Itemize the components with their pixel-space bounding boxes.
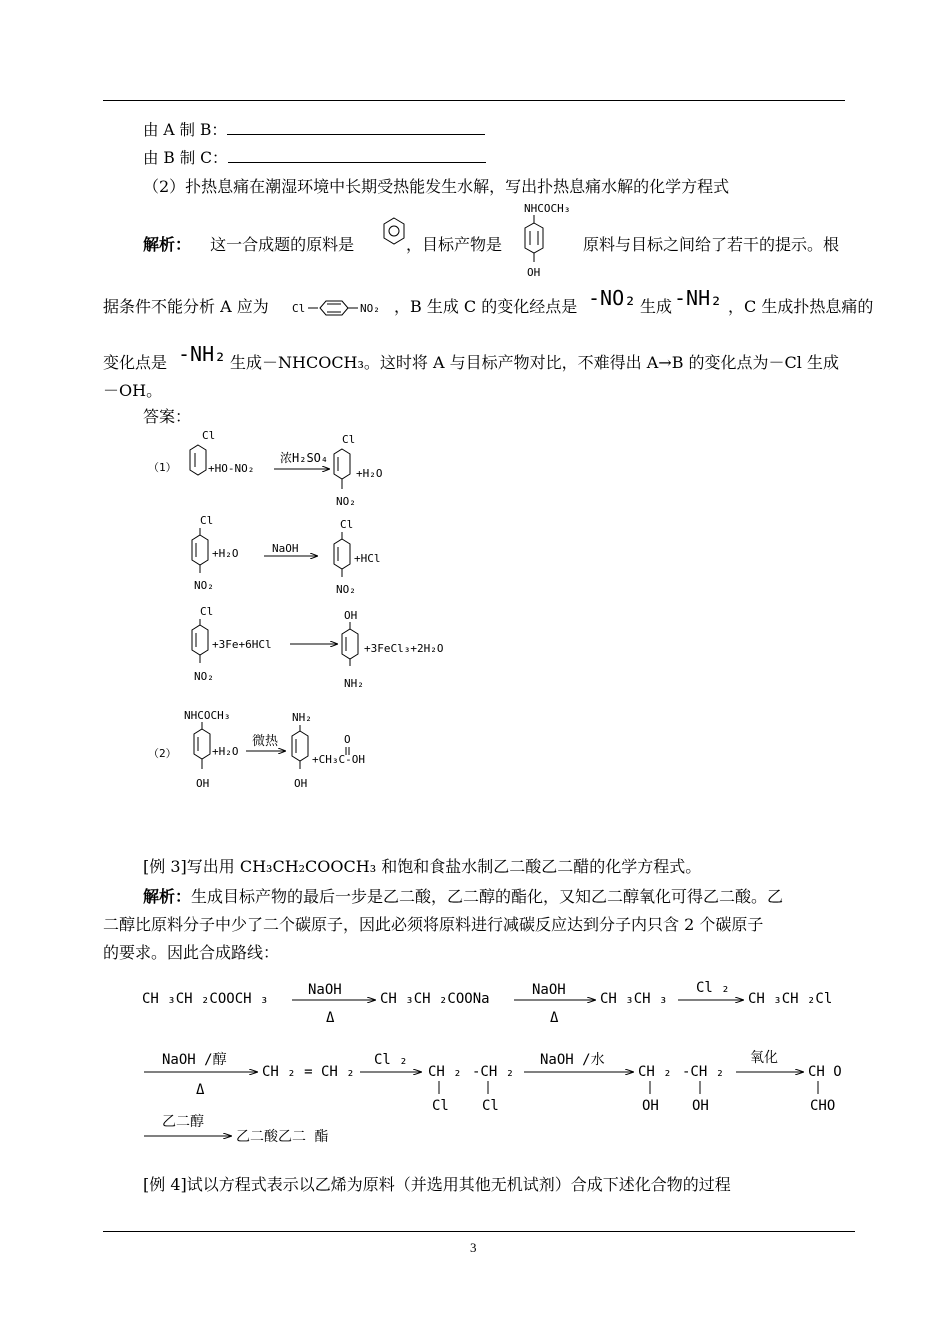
part-1-label: （1） bbox=[148, 461, 177, 474]
b-to-c-line bbox=[143, 146, 486, 168]
analysis-line-3a: 变化点是 bbox=[103, 353, 168, 372]
r2-cl: Cl bbox=[200, 514, 214, 527]
route-c8: 乙二醇 bbox=[162, 1114, 204, 1130]
r1-reagent: +HO-NO₂ bbox=[208, 462, 255, 475]
synthesis-route bbox=[140, 970, 860, 1150]
question-2: （2）扑热息痛在潮湿环境中长期受热能发生水解，写出扑热息痛水解的化学方程式 bbox=[143, 177, 730, 196]
route-s7d: OH bbox=[692, 1098, 709, 1114]
no2-label: NO₂ bbox=[360, 302, 380, 315]
analysis-text-3: 原料与目标之间给了若干的提示。根 bbox=[583, 235, 840, 254]
r4-carbonyl-o: O bbox=[344, 733, 351, 746]
r1-product-no2: NO₂ bbox=[336, 495, 356, 508]
route-s6c: Cl bbox=[432, 1098, 449, 1114]
r3-reagent: +3Fe+6HCl bbox=[212, 638, 272, 651]
route-s7a: CH ₂ bbox=[638, 1064, 672, 1080]
route-s7b: -CH ₂ bbox=[682, 1064, 725, 1080]
r3-no2: NO₂ bbox=[194, 670, 214, 683]
r4-reagent: +H₂O bbox=[212, 745, 239, 758]
route-s6b: -CH ₂ bbox=[472, 1064, 515, 1080]
example-3-text-3: 的要求。因此合成路线： bbox=[103, 943, 280, 962]
b-to-c-blank[interactable] bbox=[228, 150, 486, 163]
answer-label: 答案： bbox=[143, 407, 192, 426]
example-3-text-1: 生成目标产物的最后一步是乙二酸，乙二醇的酯化，又知乙二醇氧化可得乙二酸。乙 bbox=[191, 887, 784, 906]
example-3-title: [例 3]写出用 CH₃CH₂COOCH₃ 和饱和食盐水制乙二酸乙二醋的化学方程式。 bbox=[143, 857, 702, 876]
route-s1: CH ₃CH ₂COOCH ₃ bbox=[142, 991, 269, 1007]
route-c6: NaOH /水 bbox=[540, 1052, 605, 1068]
analysis-text-1: 这一合成题的原料是 bbox=[210, 235, 355, 254]
page-number: 3 bbox=[470, 1240, 477, 1255]
route-c7: 氧化 bbox=[750, 1050, 778, 1066]
analysis-line-2d: ，C 生成扑热息痛的 bbox=[728, 297, 874, 316]
b-to-c-label: 由 B 制 C： bbox=[143, 149, 228, 167]
route-s2: CH ₃CH ₂COONa bbox=[380, 991, 490, 1007]
route-s6d: Cl bbox=[482, 1098, 499, 1114]
r2-product-cl: Cl bbox=[340, 518, 354, 531]
route-c5: Cl ₂ bbox=[374, 1052, 408, 1068]
r3-product: +3FeCl₃+2H₂O bbox=[364, 642, 444, 655]
header-rule bbox=[103, 100, 845, 101]
a-to-b-line bbox=[143, 118, 485, 140]
route-d1: Δ bbox=[326, 1010, 335, 1026]
route-c3: Cl ₂ bbox=[696, 980, 730, 996]
r1-product: +H₂O bbox=[356, 467, 383, 480]
footer-rule bbox=[103, 1231, 855, 1232]
r1-condition: 浓H₂SO₄ bbox=[280, 451, 329, 465]
analysis-line-3b: 生成－NHCOCH₃。这时将 A 与目标产物对比，不难得出 A→B 的变化点为－Cl 生成 bbox=[230, 353, 839, 372]
route-d4: Δ bbox=[196, 1082, 205, 1098]
r2-reagent: +H₂O bbox=[212, 547, 239, 560]
nhcoch3-label: NHCOCH₃ bbox=[524, 202, 571, 215]
r4-condition: 微热 bbox=[252, 734, 279, 749]
example-3-analysis-line-1 bbox=[143, 884, 783, 907]
r2-no2: NO₂ bbox=[194, 579, 214, 592]
example-4: [例 4]试以方程式表示以乙烯为原料（并选用其他无机试剂）合成下述化合物的过程 bbox=[143, 1175, 731, 1194]
r4-oh: OH bbox=[196, 777, 210, 790]
nh2-group: -NH₂ bbox=[674, 286, 723, 310]
analysis-line-1 bbox=[143, 232, 354, 255]
r2-product: +HCl bbox=[354, 552, 381, 565]
r2-condition: NaOH bbox=[272, 542, 299, 555]
r4-product-nh2: NH₂ bbox=[292, 711, 312, 724]
analysis-line-4: －OH。 bbox=[103, 381, 163, 400]
a-to-b-blank[interactable] bbox=[227, 122, 485, 135]
r4-product: +CH₃C-OH bbox=[312, 753, 365, 766]
route-s3: CH ₃CH ₃ bbox=[600, 991, 668, 1007]
analysis-line-2c: 生成 bbox=[640, 297, 673, 316]
analysis-label: 解析： bbox=[143, 235, 192, 254]
route-c4: NaOH /醇 bbox=[162, 1052, 227, 1068]
compound-a-structure bbox=[292, 296, 394, 320]
r1-cl: Cl bbox=[202, 429, 216, 442]
example-3-analysis-label: 解析： bbox=[143, 887, 192, 906]
r4-product-oh: OH bbox=[294, 777, 308, 790]
benzene-ring-icon bbox=[382, 216, 406, 246]
r3-product-nh2: NH₂ bbox=[344, 677, 364, 690]
r3-product-oh: OH bbox=[344, 609, 358, 622]
analysis-text-2: ，目标产物是 bbox=[406, 235, 503, 254]
route-s8b: CHO bbox=[810, 1098, 836, 1114]
cl-label: Cl bbox=[292, 302, 306, 315]
route-s8a: CH O bbox=[808, 1064, 842, 1080]
route-s5: CH ₂ = CH ₂ bbox=[262, 1064, 355, 1080]
route-s9: 乙二酸乙二 酯 bbox=[236, 1129, 329, 1145]
route-s7c: OH bbox=[642, 1098, 659, 1114]
route-c1: NaOH bbox=[308, 982, 342, 998]
r4-nhcoch3: NHCOCH₃ bbox=[184, 709, 231, 722]
r2-product-no2: NO₂ bbox=[336, 583, 356, 596]
route-d2: Δ bbox=[550, 1010, 559, 1026]
oh-label: OH bbox=[527, 266, 541, 279]
analysis-line-2a: 据条件不能分析 A 应为 bbox=[103, 297, 269, 316]
nh2-group-2: -NH₂ bbox=[178, 342, 227, 366]
analysis-line-2b: ，B 生成 C 的变化经点是 bbox=[394, 297, 578, 316]
part-2-label: （2） bbox=[148, 747, 177, 760]
target-product-structure bbox=[510, 200, 590, 284]
example-3-text-2: 二醇比原料分子中少了二个碳原子，因此必须将原料进行减碳反应达到分子内只含 2 个碳原子 bbox=[103, 915, 764, 934]
answer-reactions bbox=[140, 425, 500, 805]
r3-cl: Cl bbox=[200, 605, 214, 618]
route-s4: CH ₃CH ₂Cl bbox=[748, 991, 833, 1007]
no2-group: -NO₂ bbox=[588, 286, 637, 310]
route-c2: NaOH bbox=[532, 982, 566, 998]
r1-product-cl: Cl bbox=[342, 433, 356, 446]
route-s6a: CH ₂ bbox=[428, 1064, 462, 1080]
a-to-b-label: 由 A 制 B： bbox=[143, 121, 227, 139]
